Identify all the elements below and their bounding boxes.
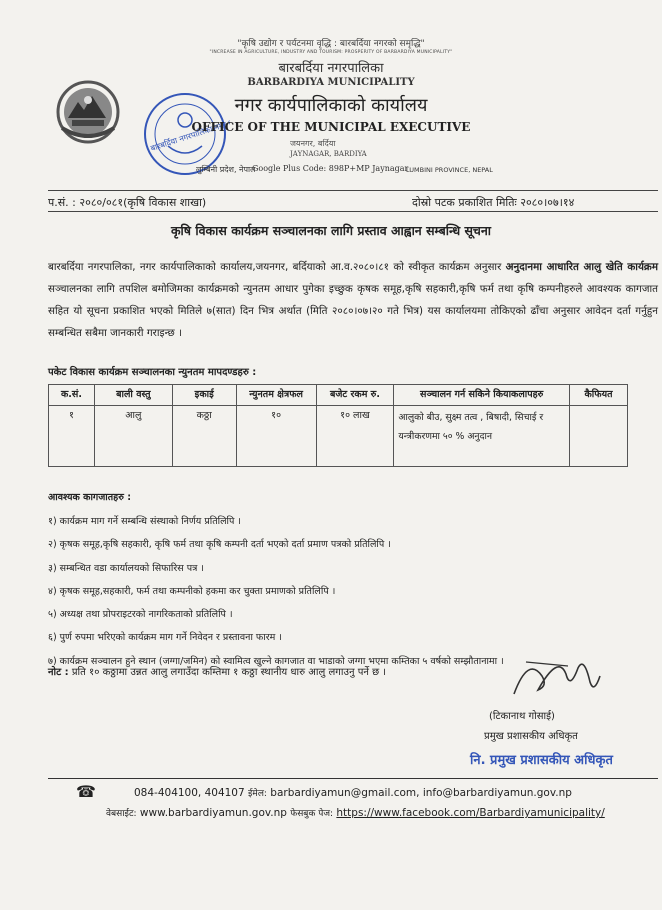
cell-activities: आलुको बीउ, सुक्ष्म तत्व , बिषादी, सिचाई र यन्त्रीकरणमा ५० % अनुदान: [394, 406, 570, 467]
notice-body: [48, 256, 658, 344]
notice-subject: कृषि विकास कार्यक्रम सञ्चालनका लागि प्रस्ताव आह्वान सम्बन्धि सूचना: [170, 223, 492, 238]
header-budget: बजेट रकम रु.: [316, 385, 394, 406]
province-english: LUMBINI PROVINCE, NEPAL: [406, 166, 493, 174]
google-plus-code: Google Plus Code: 898P+MP Jaynagar: [252, 164, 409, 173]
cell-remarks: [570, 406, 628, 467]
list-item: ५) अध्यक्ष तथा प्रोपराइटरको नागरिकताको प्रतिलिपि ।: [48, 609, 233, 621]
website-label: वेबसाईट:: [106, 809, 137, 819]
office-name-nepali: नगर कार्यपालिकाको कार्यालय: [234, 95, 428, 116]
slogan-nepali: "कृषि उद्योग र पर्यटनमा वृद्धि : बारबर्दिया नगरको समृद्धि": [237, 39, 425, 49]
documents-list: [48, 510, 504, 673]
rank-stamp: नि. प्रमुख प्रशासकीय अधिकृत: [470, 753, 613, 768]
note-label: नोट :: [48, 667, 69, 678]
website-line: [106, 806, 605, 819]
list-item: ७) कार्यक्रम सञ्चालन हुने स्थान (जग्गा/जमिन) को स्वामित्व खुल्ने कागजात वा भाडाको जग्गा भएमा कम्तिका ५ वर्षको सम्झौतानामा ।: [48, 655, 504, 667]
cell-unit: कठ्ठा: [172, 406, 236, 467]
cell-crop: आलु: [94, 406, 172, 467]
contact-line: [134, 786, 572, 799]
body-text-part2: सञ्चालनका लागि तपशिल बमोजिमका कार्यक्रमको न्युनतम आधार पुगेका इच्छुक कृषक समूह,कृषि सहकारी,कृषि फर्म तथा कृषि कम्पनीहरुले आवश्यक कागजात सहित यो सूचना प्रकाशित भएको मितिले ७(सात) दिन भित्र अर्थात (मिति २०८०।०७।२० गते भित्र) यस कार्यालयमा तोकिएको ढाँचा अनुसार आवेदन दर्ता गर्नुहुन सम्बन्धित सबैमा जानकारी गराइन्छ ।: [48, 283, 658, 339]
header-divider: [48, 190, 658, 191]
cell-min-area: १०: [236, 406, 316, 467]
list-item: ६) पुर्ण रुपमा भरिएको कार्यक्रम माग गर्ने निवेदन र प्रस्तावना फारम ।: [48, 632, 282, 644]
handwritten-signature: [508, 646, 604, 704]
municipality-name-english: BARBARDIYA MUNICIPALITY: [247, 77, 415, 88]
footer-divider: [48, 778, 658, 779]
note-text: प्रति १० कठ्ठामा उन्नत आलु लगाउँदा कम्तिमा १ कठ्ठा स्थानीय धारु आलु लगाउनु पर्ने छ ।: [68, 667, 387, 678]
header-remarks: कैफियत: [570, 385, 628, 406]
header-sn: क.सं.: [49, 385, 95, 406]
header-activities: सञ्चालन गर्न सकिने कियाकलापहरु: [394, 385, 570, 406]
list-item: १) कार्यक्रम माग गर्ने सम्बन्धि संस्थाको निर्णय प्रतिलिपि ।: [48, 516, 241, 527]
reference-divider: [48, 211, 658, 212]
table-header-row: [49, 385, 628, 406]
criteria-table: [48, 384, 628, 467]
website-url: www.barbardiyamun.gov.np: [139, 807, 287, 819]
table-row: [49, 406, 628, 467]
header-min-area: न्युनतम क्षेत्रफल: [236, 385, 316, 406]
office-name-english: OFFICE OF THE MUNICIPAL EXECUTIVE: [191, 120, 471, 134]
list-item: ३) सम्बन्धित वडा कार्यालयको सिफारिस पत्र ।: [48, 562, 204, 574]
email-label: ईमेल:: [248, 789, 267, 799]
cell-budget: १० लाख: [316, 406, 394, 467]
signatory-title: प्रमुख प्रशासकीय अधिकृत: [484, 731, 578, 742]
email-address: barbardiyamun@gmail.com, info@barbardiyamun.gov.np: [270, 787, 572, 799]
list-item: २) कृषक समूह,कृषि सहकारी, कृषि फर्म तथा कृषि कम्पनी दर्ता भएको दर्ता प्रमाण पत्रको प्रतिलिपि ।: [48, 539, 391, 551]
facebook-link[interactable]: https://www.facebook.com/Barbardiyamunicipality/: [336, 807, 605, 819]
phone-number: 084-404100, 404107: [134, 787, 245, 799]
province-nepali: लुम्बिनी प्रदेश, नेपाल: [196, 165, 256, 174]
body-text-program: अनुदानमा आधारित आलु खेति कार्यक्रम: [505, 261, 658, 273]
header-unit: इकाई: [172, 385, 236, 406]
note: [48, 664, 386, 678]
list-item: ४) कृषक समूह,सहकारी, फर्म तथा कम्पनीको हकमा कर चुक्ता प्रमाणको प्रतिलिपि ।: [48, 585, 336, 597]
facebook-label: फेसबुक पेज:: [290, 809, 334, 819]
address-nepali: जयनगर, बर्दिया: [290, 139, 336, 148]
body-text-part1: बारबर्दिया नगरपालिका, नगर कार्यपालिकाको कार्यालय,जयनगर, बर्दियाको आ.व.२०८०।८१ को स्वीकृत कार्यक्रम अनुसार: [48, 261, 506, 273]
slogan-english: "INCREASE IN AGRICULTURE, INDUSTRY AND TOURISM: PROSPERITY OF BARBARDIYA MUNICIPALITY": [209, 50, 453, 55]
documents-title: आवश्यक कागजातहरु :: [48, 492, 132, 503]
municipality-name-nepali: बारबर्दिया नगरपालिका: [278, 61, 384, 76]
reference-number: प.सं. : २०८०/०८१(कृषि विकास शाखा): [48, 196, 207, 209]
table-title: पकेट विकास कार्यक्रम सञ्चालनका न्युनतम मापदण्डहरु :: [48, 367, 257, 378]
address-english: JAYNAGAR, BARDIYA: [290, 150, 367, 158]
publication-date: दोस्रो पटक प्रकाशित मितिः २०८०।०७।१४: [412, 196, 575, 209]
signatory-name: (टिकानाथ गोसाई): [489, 711, 555, 722]
stamp-text: बारबर्दिया नगरपालिका नगर कार्यपालिकाको: [149, 105, 230, 154]
header-crop: बाली वस्तु: [94, 385, 172, 406]
cell-sn: १: [49, 406, 95, 467]
phone-icon: ☎: [76, 782, 96, 801]
